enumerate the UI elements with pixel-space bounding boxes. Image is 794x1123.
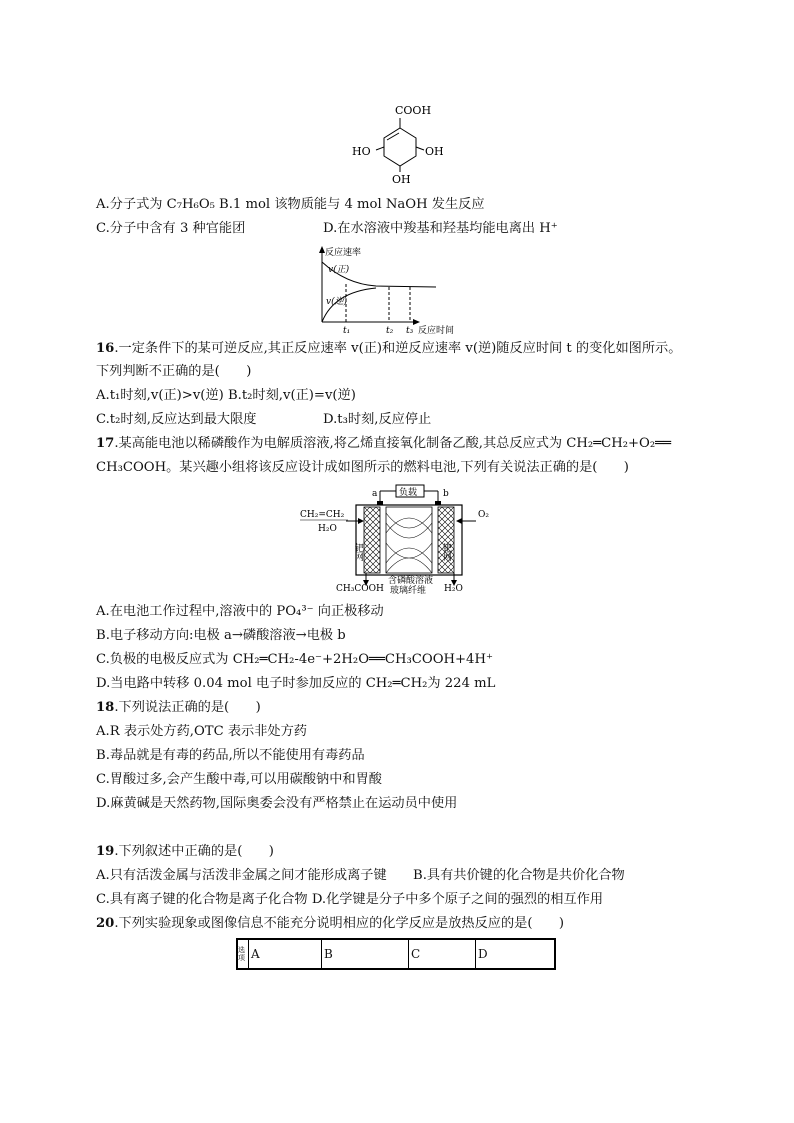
oxygen-label: O₂ (478, 510, 489, 520)
q18-number: 18 (96, 700, 115, 715)
t1-label: t₁ (343, 326, 351, 336)
table-cell-option-header: 选项 (237, 939, 249, 969)
q16-option-ab: A.t₁时刻,v(正)>v(逆) B.t₂时刻,v(正)=v(逆) (96, 388, 356, 403)
forward-rate-label: v(正) (328, 265, 350, 275)
q19-stem (96, 843, 274, 861)
q15-option-d: D.在水溶液中羧基和羟基均能电离出 H⁺ (323, 221, 558, 236)
q19-option-ab: A.只有活泼金属与活泼非金属之间才能形成离子键 B.具有共价键的化合物是共价化合物 (96, 868, 625, 883)
glass-fiber-label: 玻璃纤维 (390, 586, 427, 595)
q18-stem-text: .下列说法正确的是( ) (114, 700, 261, 715)
pd-mesh-left-label: 钯网 (353, 543, 363, 561)
t2-label: t₂ (386, 326, 394, 336)
q18-option-b: B.毒品就是有毒的药品,所以不能使用有毒药品 (96, 748, 365, 763)
ho-left-label: HO (352, 145, 371, 158)
y-axis-label: 反应速率 (325, 248, 362, 258)
cooh-label: COOH (395, 104, 432, 117)
fuel-cell-diagram (298, 483, 498, 595)
molecule-structure (340, 98, 460, 188)
q16-option-c: C.t₂时刻,反应达到最大限度 (96, 412, 257, 427)
table-cell-d: D (476, 939, 556, 969)
table-cell-b: B (322, 939, 409, 969)
q16-number: 16 (96, 341, 115, 356)
q15-option-b: B.1 mol 该物质能与 4 mol NaOH 发生反应 (219, 197, 485, 212)
q17-number: 17 (96, 436, 115, 451)
q17-stem-line1 (96, 435, 671, 453)
q17-option-a: A.在电池工作过程中,溶液中的 PO₄³⁻ 向正极移动 (96, 604, 384, 619)
q17-stem-line2: CH₃COOH。某兴趣小组将该反应设计成如图所示的燃料电池,下列有关说法正确的是( ) (96, 460, 629, 475)
q16-stem-line1 (96, 340, 681, 358)
q15-option-c: C.分子中含有 3 种官能团 (96, 221, 246, 236)
q20-options-table (236, 938, 556, 970)
q16-stem-line2: 下列判断不正确的是( ) (96, 364, 252, 379)
q17-stem-text: .某高能电池以稀磷酸作为电解质溶液,将乙烯直接氧化制备乙酸,其总反应式为 CH₂═CH₂+O₂══ (114, 436, 672, 451)
x-axis-label: 反应时间 (418, 326, 455, 336)
q19-stem-text: .下列叙述中正确的是( ) (114, 844, 274, 859)
water-in-label: H₂O (318, 524, 337, 534)
q18-option-c: C.胃酸过多,会产生酸中毒,可以用碳酸钠中和胃酸 (96, 772, 382, 787)
q19-option-cd: C.具有离子键的化合物是离子化合物 D.化学键是分子中多个原子之间的强烈的相互作用 (96, 892, 604, 907)
q18-stem (96, 699, 261, 717)
q20-stem-text: .下列实验现象或图像信息不能充分说明相应的化学反应是放热反应的是( ) (114, 916, 565, 931)
rate-time-graph (306, 244, 476, 336)
q17-option-b: B.电子移动方向:电极 a→磷酸溶液→电极 b (96, 628, 346, 643)
q20-number: 20 (96, 916, 115, 931)
q17-option-c: C.负极的电极反应式为 CH₂═CH₂-4e⁻+2H₂O══CH₃COOH+4H⁺ (96, 652, 493, 667)
table-cell-c: C (409, 939, 476, 969)
q18-option-a: A.R 表示处方药,OTC 表示非处方药 (96, 724, 307, 739)
electrode-a-label: a (372, 489, 378, 499)
q19-number: 19 (96, 844, 115, 859)
electrode-b-label: b (443, 489, 449, 499)
ethylene-label: CH₂=CH₂ (300, 510, 345, 520)
q18-option-d: D.麻黄碱是天然药物,国际奥委会没有严格禁止在运动员中使用 (96, 796, 458, 811)
pd-mesh-right-label: 钯网 (441, 543, 451, 561)
q16-option-d: D.t₃时刻,反应停止 (323, 412, 432, 427)
oh-right-label: OH (425, 145, 444, 158)
q20-stem (96, 915, 564, 933)
reverse-rate-label: v(逆) (326, 297, 348, 307)
q16-stem-text: .一定条件下的某可逆反应,其正反应速率 v(正)和逆反应速率 v(逆)随反应时间 t 的变化如图所示。 (114, 341, 682, 356)
water-out-label: H₂O (444, 584, 463, 594)
load-label: 负载 (399, 488, 418, 498)
acetic-acid-label: CH₃COOH (336, 584, 384, 594)
solution-label: 含磷酸溶液 (388, 576, 434, 586)
table-row (237, 939, 555, 969)
q15-option-a: A.分子式为 C₇H₆O₅ (96, 197, 215, 212)
table-cell-a: A (249, 939, 322, 969)
q17-option-d: D.当电路中转移 0.04 mol 电子时参加反应的 CH₂═CH₂为 224 mL (96, 676, 496, 691)
oh-bottom-label: OH (392, 173, 411, 186)
t3-label: t₃ (406, 326, 414, 336)
